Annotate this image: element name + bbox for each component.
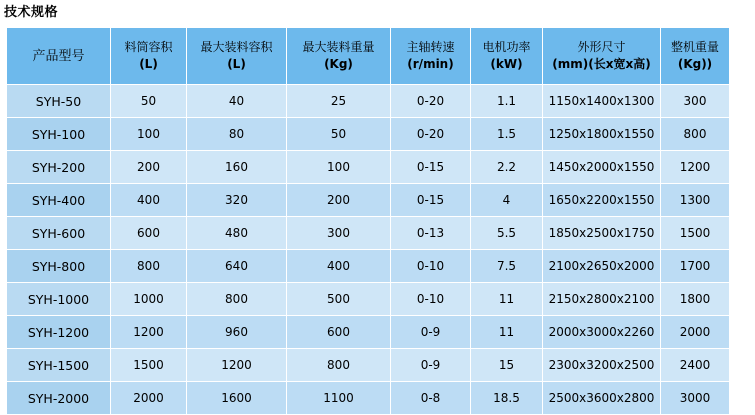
cell-total-weight: 300 (661, 85, 730, 118)
cell-barrel-volume: 200 (111, 151, 187, 184)
cell-max-load-weight: 800 (287, 349, 391, 382)
cell-motor-power: 7.5 (471, 250, 543, 283)
cell-max-load-volume: 80 (187, 118, 287, 151)
cell-max-load-volume: 1200 (187, 349, 287, 382)
cell-total-weight: 800 (661, 118, 730, 151)
cell-max-load-weight: 25 (287, 85, 391, 118)
cell-spindle-speed: 0-20 (391, 118, 471, 151)
cell-model: SYH-1200 (7, 316, 111, 349)
column-header-spindle-speed: 主轴转速 (r/min) (391, 28, 471, 85)
cell-dimensions: 1850x2500x1750 (543, 217, 661, 250)
column-header-max-load-volume: 最大装料容积 (L) (187, 28, 287, 85)
cell-max-load-weight: 100 (287, 151, 391, 184)
cell-dimensions: 2000x3000x2260 (543, 316, 661, 349)
cell-total-weight: 2000 (661, 316, 730, 349)
cell-model: SYH-50 (7, 85, 111, 118)
cell-spindle-speed: 0-10 (391, 283, 471, 316)
page-title: 技术规格 (4, 5, 59, 20)
cell-total-weight: 1700 (661, 250, 730, 283)
cell-max-load-volume: 480 (187, 217, 287, 250)
cell-total-weight: 1500 (661, 217, 730, 250)
cell-dimensions: 2300x3200x2500 (543, 349, 661, 382)
cell-barrel-volume: 50 (111, 85, 187, 118)
cell-spindle-speed: 0-20 (391, 85, 471, 118)
cell-dimensions: 1150x1400x1300 (543, 85, 661, 118)
table-row (7, 151, 730, 184)
table-header-row (7, 28, 730, 85)
cell-max-load-volume: 640 (187, 250, 287, 283)
cell-dimensions: 2150x2800x2100 (543, 283, 661, 316)
cell-total-weight: 1800 (661, 283, 730, 316)
cell-total-weight: 1300 (661, 184, 730, 217)
column-header-barrel-volume: 料筒容积 (L) (111, 28, 187, 85)
cell-spindle-speed: 0-8 (391, 382, 471, 415)
cell-model: SYH-2000 (7, 382, 111, 415)
cell-max-load-volume: 800 (187, 283, 287, 316)
cell-model: SYH-600 (7, 217, 111, 250)
cell-max-load-weight: 300 (287, 217, 391, 250)
table-row (7, 85, 730, 118)
cell-motor-power: 5.5 (471, 217, 543, 250)
cell-barrel-volume: 1200 (111, 316, 187, 349)
cell-model: SYH-100 (7, 118, 111, 151)
cell-max-load-weight: 1100 (287, 382, 391, 415)
table-row (7, 283, 730, 316)
cell-barrel-volume: 2000 (111, 382, 187, 415)
cell-max-load-volume: 320 (187, 184, 287, 217)
specifications-table (6, 27, 730, 415)
cell-dimensions: 2100x2650x2000 (543, 250, 661, 283)
table-row (7, 349, 730, 382)
cell-motor-power: 15 (471, 349, 543, 382)
cell-motor-power: 1.1 (471, 85, 543, 118)
column-header-dimensions: 外形尺寸 (mm)(长x宽x高) (543, 28, 661, 85)
cell-max-load-weight: 400 (287, 250, 391, 283)
column-header-motor-power: 电机功率 (kW) (471, 28, 543, 85)
cell-motor-power: 4 (471, 184, 543, 217)
cell-barrel-volume: 1500 (111, 349, 187, 382)
cell-motor-power: 18.5 (471, 382, 543, 415)
cell-spindle-speed: 0-10 (391, 250, 471, 283)
cell-max-load-volume: 40 (187, 85, 287, 118)
cell-motor-power: 11 (471, 316, 543, 349)
cell-motor-power: 11 (471, 283, 543, 316)
cell-spindle-speed: 0-15 (391, 184, 471, 217)
cell-model: SYH-800 (7, 250, 111, 283)
cell-spindle-speed: 0-9 (391, 316, 471, 349)
table-body (7, 85, 730, 415)
cell-max-load-weight: 600 (287, 316, 391, 349)
cell-total-weight: 2400 (661, 349, 730, 382)
cell-max-load-weight: 200 (287, 184, 391, 217)
cell-model: SYH-1500 (7, 349, 111, 382)
table-row (7, 184, 730, 217)
cell-max-load-volume: 960 (187, 316, 287, 349)
cell-dimensions: 1450x2000x1550 (543, 151, 661, 184)
cell-max-load-volume: 160 (187, 151, 287, 184)
cell-barrel-volume: 800 (111, 250, 187, 283)
column-header-max-load-weight: 最大装料重量 (Kg) (287, 28, 391, 85)
cell-max-load-weight: 500 (287, 283, 391, 316)
cell-max-load-volume: 1600 (187, 382, 287, 415)
column-header-total-weight: 整机重量 (Kg)) (661, 28, 730, 85)
cell-total-weight: 3000 (661, 382, 730, 415)
table-header (7, 28, 730, 85)
table-row (7, 250, 730, 283)
cell-spindle-speed: 0-15 (391, 151, 471, 184)
cell-motor-power: 2.2 (471, 151, 543, 184)
cell-max-load-weight: 50 (287, 118, 391, 151)
cell-motor-power: 1.5 (471, 118, 543, 151)
table-row (7, 118, 730, 151)
cell-dimensions: 2500x3600x2800 (543, 382, 661, 415)
cell-model: SYH-1000 (7, 283, 111, 316)
cell-dimensions: 1650x2200x1550 (543, 184, 661, 217)
column-header-model: 产品型号 (7, 28, 111, 85)
cell-barrel-volume: 600 (111, 217, 187, 250)
cell-spindle-speed: 0-9 (391, 349, 471, 382)
cell-barrel-volume: 100 (111, 118, 187, 151)
table-row (7, 382, 730, 415)
cell-barrel-volume: 1000 (111, 283, 187, 316)
cell-dimensions: 1250x1800x1550 (543, 118, 661, 151)
table-row (7, 217, 730, 250)
cell-model: SYH-400 (7, 184, 111, 217)
table-row (7, 316, 730, 349)
cell-barrel-volume: 400 (111, 184, 187, 217)
cell-model: SYH-200 (7, 151, 111, 184)
cell-spindle-speed: 0-13 (391, 217, 471, 250)
cell-total-weight: 1200 (661, 151, 730, 184)
